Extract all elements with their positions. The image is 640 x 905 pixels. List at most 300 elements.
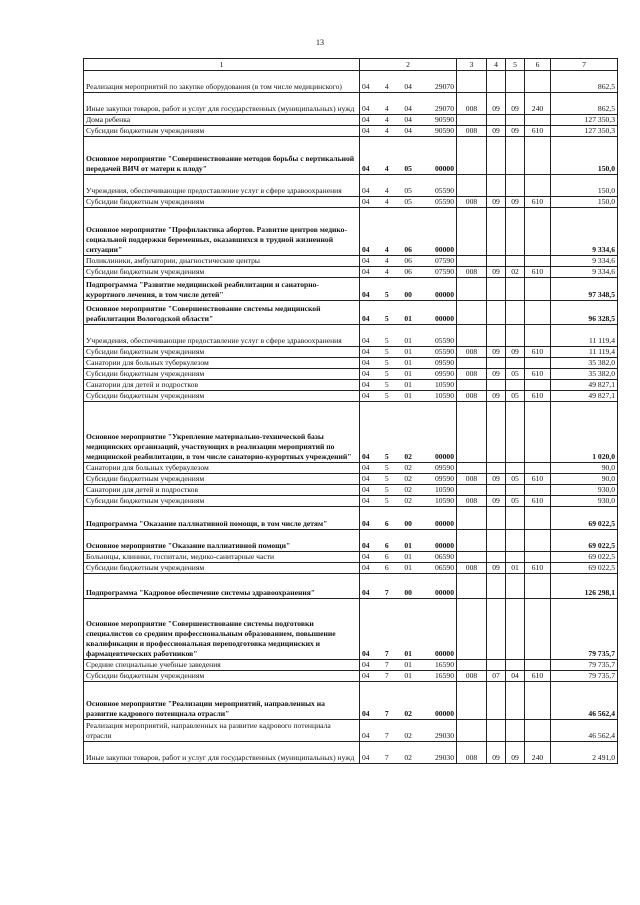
code-subsection: [506, 720, 525, 742]
code-ministry: [457, 256, 487, 267]
code-expense-type: [525, 380, 551, 391]
table-row: [84, 347, 618, 358]
code-direction: 09590: [435, 358, 454, 367]
row-name: Субсидии бюджетным учреждениям: [84, 474, 360, 485]
target-article-code: [360, 175, 457, 197]
code-section: 09: [487, 197, 506, 208]
table-row: [84, 463, 618, 474]
code-subsection: 05: [506, 391, 525, 402]
code-subsection: [506, 530, 525, 552]
code-subsection: [506, 574, 525, 599]
code-section: [487, 325, 506, 347]
table-row: [84, 71, 618, 93]
code-expense-type: 610: [525, 267, 551, 278]
code-activity: 00: [404, 290, 412, 299]
target-article-code: [360, 742, 457, 764]
code-expense-type: [525, 208, 551, 256]
code-activity: 06: [404, 256, 412, 265]
code-section: [487, 463, 506, 474]
column-header: 1: [84, 59, 360, 71]
code-expense-type: [525, 115, 551, 126]
row-name: Субсидии бюджетным учреждениям: [84, 126, 360, 137]
row-name: Субсидии бюджетным учреждениям: [84, 197, 360, 208]
target-article-code: [360, 485, 457, 496]
code-direction: 10590: [435, 380, 454, 389]
code-subsection: [506, 358, 525, 369]
code-direction: 00000: [435, 245, 454, 254]
table-row: [84, 126, 618, 137]
row-name: Основное мероприятие "Совершенствование системы медицинской реабилитации Вологодской области": [84, 301, 360, 325]
code-expense-type: 610: [525, 474, 551, 485]
amount: 9 334,6: [551, 208, 618, 256]
row-name: Дома ребенка: [84, 115, 360, 126]
code-direction: 10590: [435, 496, 454, 505]
code-subprogram: 5: [384, 314, 389, 323]
code-subsection: [506, 137, 525, 175]
code-section: [487, 380, 506, 391]
code-program: 04: [362, 267, 370, 276]
code-program: 04: [362, 753, 370, 762]
code-expense-type: [525, 507, 551, 530]
amount: 79 735,7: [551, 599, 618, 660]
table-row: [84, 671, 618, 682]
code-direction: 29030: [435, 753, 454, 762]
code-expense-type: [525, 325, 551, 347]
code-direction: 06590: [435, 563, 454, 572]
code-activity: 04: [404, 104, 412, 113]
code-subsection: [506, 682, 525, 720]
code-activity: 02: [404, 474, 412, 483]
table-row: [84, 574, 618, 599]
code-direction: 00000: [435, 164, 454, 173]
amount: 150,0: [551, 137, 618, 175]
row-name: Основное мероприятие "Совершенствование методов борьбы с вертикальной передачей ВИЧ от матери к плоду": [84, 137, 360, 175]
code-activity: 02: [404, 452, 412, 461]
code-program: 04: [362, 256, 370, 265]
code-subsection: 02: [506, 267, 525, 278]
code-section: 09: [487, 391, 506, 402]
code-direction: 00000: [435, 541, 454, 550]
code-subsection: [506, 278, 525, 301]
code-section: [487, 574, 506, 599]
code-activity: 00: [404, 519, 412, 528]
table-row: [84, 496, 618, 507]
code-expense-type: [525, 552, 551, 563]
code-program: 04: [362, 709, 370, 718]
target-article-code: [360, 267, 457, 278]
table-row: [84, 552, 618, 563]
code-subsection: [506, 175, 525, 197]
code-direction: 09590: [435, 463, 454, 472]
amount: 35 382,0: [551, 358, 618, 369]
code-activity: 01: [404, 380, 412, 389]
code-direction: 90590: [435, 115, 454, 124]
code-ministry: [457, 358, 487, 369]
code-subprogram: 7: [384, 709, 389, 718]
column-header: 3: [457, 59, 487, 71]
code-direction: 05590: [435, 186, 454, 195]
column-header: 6: [525, 59, 551, 71]
row-name: Реализация мероприятий, направленных на развитие кадрового потенциала отрасли: [84, 720, 360, 742]
code-subsection: 09: [506, 126, 525, 137]
code-subprogram: 7: [384, 731, 389, 740]
code-section: [487, 599, 506, 660]
code-subprogram: 7: [384, 649, 389, 658]
code-ministry: [457, 720, 487, 742]
amount: 127 350,3: [551, 115, 618, 126]
code-section: 09: [487, 474, 506, 485]
row-name: Субсидии бюджетным учреждениям: [84, 391, 360, 402]
code-subprogram: 5: [384, 452, 389, 461]
code-subsection: [506, 301, 525, 325]
target-article-code: [360, 347, 457, 358]
code-section: 09: [487, 742, 506, 764]
code-direction: 10590: [435, 391, 454, 400]
code-section: [487, 115, 506, 126]
code-subsection: [506, 402, 525, 463]
code-program: 04: [362, 290, 370, 299]
code-subsection: 09: [506, 347, 525, 358]
amount: 46 562,4: [551, 720, 618, 742]
code-subsection: 01: [506, 563, 525, 574]
code-subsection: [506, 256, 525, 267]
code-direction: 00000: [435, 290, 454, 299]
code-ministry: [457, 278, 487, 301]
code-subsection: 05: [506, 474, 525, 485]
code-direction: 16590: [435, 660, 454, 669]
code-subsection: [506, 380, 525, 391]
code-subsection: [506, 463, 525, 474]
code-ministry: [457, 485, 487, 496]
row-name: Иные закупки товаров, работ и услуг для государственных (муниципальных) нужд: [84, 742, 360, 764]
code-program: 04: [362, 126, 370, 135]
code-subprogram: 5: [384, 369, 389, 378]
code-section: [487, 507, 506, 530]
code-program: 04: [362, 380, 370, 389]
code-activity: 02: [404, 709, 412, 718]
amount: 49 827,1: [551, 391, 618, 402]
code-direction: 90590: [435, 126, 454, 135]
code-program: 04: [362, 649, 370, 658]
table-row: [84, 175, 618, 197]
code-direction: 00000: [435, 588, 454, 597]
amount: 150,0: [551, 175, 618, 197]
table-row: [84, 474, 618, 485]
code-subsection: [506, 325, 525, 347]
amount: 930,0: [551, 485, 618, 496]
code-direction: 00000: [435, 452, 454, 461]
code-ministry: 008: [457, 369, 487, 380]
code-ministry: [457, 301, 487, 325]
code-expense-type: 610: [525, 496, 551, 507]
code-section: [487, 660, 506, 671]
code-activity: 01: [404, 336, 412, 345]
amount: 11 119,4: [551, 325, 618, 347]
code-activity: 01: [404, 314, 412, 323]
code-activity: 01: [404, 358, 412, 367]
code-expense-type: 240: [525, 742, 551, 764]
code-section: [487, 256, 506, 267]
code-section: 09: [487, 126, 506, 137]
amount: 79 735,7: [551, 671, 618, 682]
code-ministry: [457, 599, 487, 660]
code-subsection: 09: [506, 197, 525, 208]
code-section: [487, 137, 506, 175]
code-expense-type: 610: [525, 391, 551, 402]
code-section: 09: [487, 496, 506, 507]
code-ministry: 008: [457, 391, 487, 402]
code-subprogram: 5: [384, 336, 389, 345]
code-program: 04: [362, 82, 370, 91]
target-article-code: [360, 720, 457, 742]
table-row: [84, 507, 618, 530]
code-ministry: 008: [457, 496, 487, 507]
table-row: [84, 93, 618, 115]
code-activity: 02: [404, 753, 412, 762]
amount: 11 119,4: [551, 347, 618, 358]
code-subprogram: 7: [384, 588, 389, 597]
column-header: 5: [506, 59, 525, 71]
code-activity: 02: [404, 731, 412, 740]
code-expense-type: 610: [525, 126, 551, 137]
code-direction: 16590: [435, 671, 454, 680]
code-program: 04: [362, 463, 370, 472]
code-ministry: 008: [457, 126, 487, 137]
code-subprogram: 4: [384, 267, 389, 276]
code-program: 04: [362, 541, 370, 550]
code-activity: 01: [404, 563, 412, 572]
target-article-code: [360, 474, 457, 485]
code-ministry: [457, 380, 487, 391]
code-subprogram: 4: [384, 186, 389, 195]
code-subprogram: 5: [384, 496, 389, 505]
code-program: 04: [362, 104, 370, 113]
amount: 127 350,3: [551, 126, 618, 137]
target-article-code: [360, 256, 457, 267]
code-subprogram: 7: [384, 660, 389, 669]
row-name: Подпрограмма "Оказание паллиативной помощи, в том числе детям": [84, 507, 360, 530]
code-subprogram: 6: [384, 563, 389, 572]
code-expense-type: [525, 720, 551, 742]
code-program: 04: [362, 452, 370, 461]
code-activity: 01: [404, 369, 412, 378]
code-program: 04: [362, 347, 370, 356]
table-row: [84, 325, 618, 347]
amount: 96 328,5: [551, 301, 618, 325]
code-program: 04: [362, 358, 370, 367]
code-program: 04: [362, 671, 370, 680]
amount: 97 348,5: [551, 278, 618, 301]
row-name: Субсидии бюджетным учреждениям: [84, 267, 360, 278]
code-expense-type: 610: [525, 197, 551, 208]
table-row: [84, 563, 618, 574]
code-activity: 06: [404, 267, 412, 276]
amount: 69 022,5: [551, 507, 618, 530]
code-program: 04: [362, 496, 370, 505]
target-article-code: [360, 507, 457, 530]
code-subprogram: 7: [384, 753, 389, 762]
code-subsection: [506, 599, 525, 660]
code-ministry: 008: [457, 347, 487, 358]
target-article-code: [360, 197, 457, 208]
target-article-code: [360, 660, 457, 671]
code-activity: 02: [404, 496, 412, 505]
code-expense-type: [525, 71, 551, 93]
code-section: [487, 358, 506, 369]
code-program: 04: [362, 336, 370, 345]
amount: 862,5: [551, 93, 618, 115]
code-expense-type: [525, 278, 551, 301]
code-activity: 01: [404, 541, 412, 550]
row-name: Основное мероприятие "Реализации мероприятий, направленных на развитие кадрового потенциала отрасли": [84, 682, 360, 720]
target-article-code: [360, 530, 457, 552]
code-activity: 05: [404, 164, 412, 173]
target-article-code: [360, 402, 457, 463]
target-article-code: [360, 682, 457, 720]
code-subprogram: 6: [384, 541, 389, 550]
amount: 35 382,0: [551, 369, 618, 380]
code-subprogram: 7: [384, 671, 389, 680]
table-row: [84, 720, 618, 742]
code-subsection: 09: [506, 93, 525, 115]
code-section: 09: [487, 369, 506, 380]
code-ministry: 008: [457, 267, 487, 278]
code-ministry: [457, 115, 487, 126]
target-article-code: [360, 137, 457, 175]
code-ministry: [457, 463, 487, 474]
code-ministry: [457, 682, 487, 720]
code-activity: 01: [404, 347, 412, 356]
target-article-code: [360, 358, 457, 369]
target-article-code: [360, 115, 457, 126]
code-subsection: [506, 485, 525, 496]
code-direction: 05590: [435, 336, 454, 345]
code-activity: 01: [404, 552, 412, 561]
code-program: 04: [362, 485, 370, 494]
code-section: [487, 71, 506, 93]
code-ministry: [457, 660, 487, 671]
code-subprogram: 6: [384, 552, 389, 561]
code-subprogram: 4: [384, 104, 389, 113]
code-direction: 09590: [435, 474, 454, 483]
code-subprogram: 5: [384, 463, 389, 472]
code-direction: 06590: [435, 552, 454, 561]
column-header: 2: [360, 59, 457, 71]
table-row: [84, 197, 618, 208]
amount: 46 562,4: [551, 682, 618, 720]
code-subsection: [506, 115, 525, 126]
code-expense-type: [525, 530, 551, 552]
code-direction: 09590: [435, 369, 454, 378]
code-direction: 10590: [435, 485, 454, 494]
amount: 1 020,0: [551, 402, 618, 463]
code-subsection: 09: [506, 742, 525, 764]
code-subsection: [506, 71, 525, 93]
row-name: Санатории для детей и подростков: [84, 380, 360, 391]
row-name: Субсидии бюджетным учреждениям: [84, 369, 360, 380]
target-article-code: [360, 380, 457, 391]
code-ministry: [457, 507, 487, 530]
code-section: [487, 530, 506, 552]
code-program: 04: [362, 197, 370, 206]
table-row: [84, 391, 618, 402]
code-subsection: 04: [506, 671, 525, 682]
code-subprogram: 4: [384, 164, 389, 173]
code-expense-type: [525, 574, 551, 599]
target-article-code: [360, 391, 457, 402]
amount: 9 334,6: [551, 267, 618, 278]
code-expense-type: 610: [525, 671, 551, 682]
amount: 150,0: [551, 197, 618, 208]
code-activity: 05: [404, 197, 412, 206]
code-activity: 01: [404, 660, 412, 669]
code-activity: 06: [404, 245, 412, 254]
table-row: [84, 256, 618, 267]
code-ministry: [457, 137, 487, 175]
amount: 69 022,5: [551, 563, 618, 574]
code-program: 04: [362, 245, 370, 254]
code-activity: 01: [404, 671, 412, 680]
amount: 9 334,6: [551, 256, 618, 267]
code-ministry: 008: [457, 474, 487, 485]
code-subsection: [506, 208, 525, 256]
code-direction: 00000: [435, 519, 454, 528]
row-name: Подпрограмма "Кадровое обеспечение системы здравоохранения": [84, 574, 360, 599]
table-row: [84, 380, 618, 391]
code-subprogram: 4: [384, 256, 389, 265]
code-ministry: [457, 402, 487, 463]
column-header: 7: [551, 59, 618, 71]
code-activity: 04: [404, 82, 412, 91]
column-header: 4: [487, 59, 506, 71]
budget-table: [83, 58, 618, 764]
code-subsection: 05: [506, 369, 525, 380]
row-name: Санатории для больных туберкулезом: [84, 463, 360, 474]
row-name: Подпрограмма "Развитие медицинской реабилитации и санаторно-курортного лечения, в том числе детей": [84, 278, 360, 301]
code-expense-type: [525, 256, 551, 267]
code-expense-type: 610: [525, 563, 551, 574]
code-ministry: 008: [457, 197, 487, 208]
code-activity: 01: [404, 649, 412, 658]
code-subsection: [506, 507, 525, 530]
code-subprogram: 5: [384, 358, 389, 367]
row-name: Поликлиники, амбулатории, диагностические центры: [84, 256, 360, 267]
target-article-code: [360, 278, 457, 301]
amount: 49 827,1: [551, 380, 618, 391]
code-expense-type: 240: [525, 93, 551, 115]
code-expense-type: [525, 402, 551, 463]
table-row: [84, 301, 618, 325]
code-expense-type: 610: [525, 369, 551, 380]
table-row: [84, 485, 618, 496]
row-name: Реализация мероприятий по закупке оборудования (в том числе медицинского): [84, 71, 360, 93]
code-direction: 07590: [435, 267, 454, 276]
code-subprogram: 4: [384, 245, 389, 254]
table-row: [84, 742, 618, 764]
code-ministry: 008: [457, 563, 487, 574]
code-ministry: [457, 71, 487, 93]
table-row: [84, 660, 618, 671]
code-subprogram: 5: [384, 391, 389, 400]
code-activity: 04: [404, 126, 412, 135]
amount: 930,0: [551, 496, 618, 507]
target-article-code: [360, 93, 457, 115]
code-program: 04: [362, 588, 370, 597]
amount: 90,0: [551, 474, 618, 485]
row-name: Средние специальные учебные заведения: [84, 660, 360, 671]
code-activity: 04: [404, 115, 412, 124]
amount: 126 298,1: [551, 574, 618, 599]
